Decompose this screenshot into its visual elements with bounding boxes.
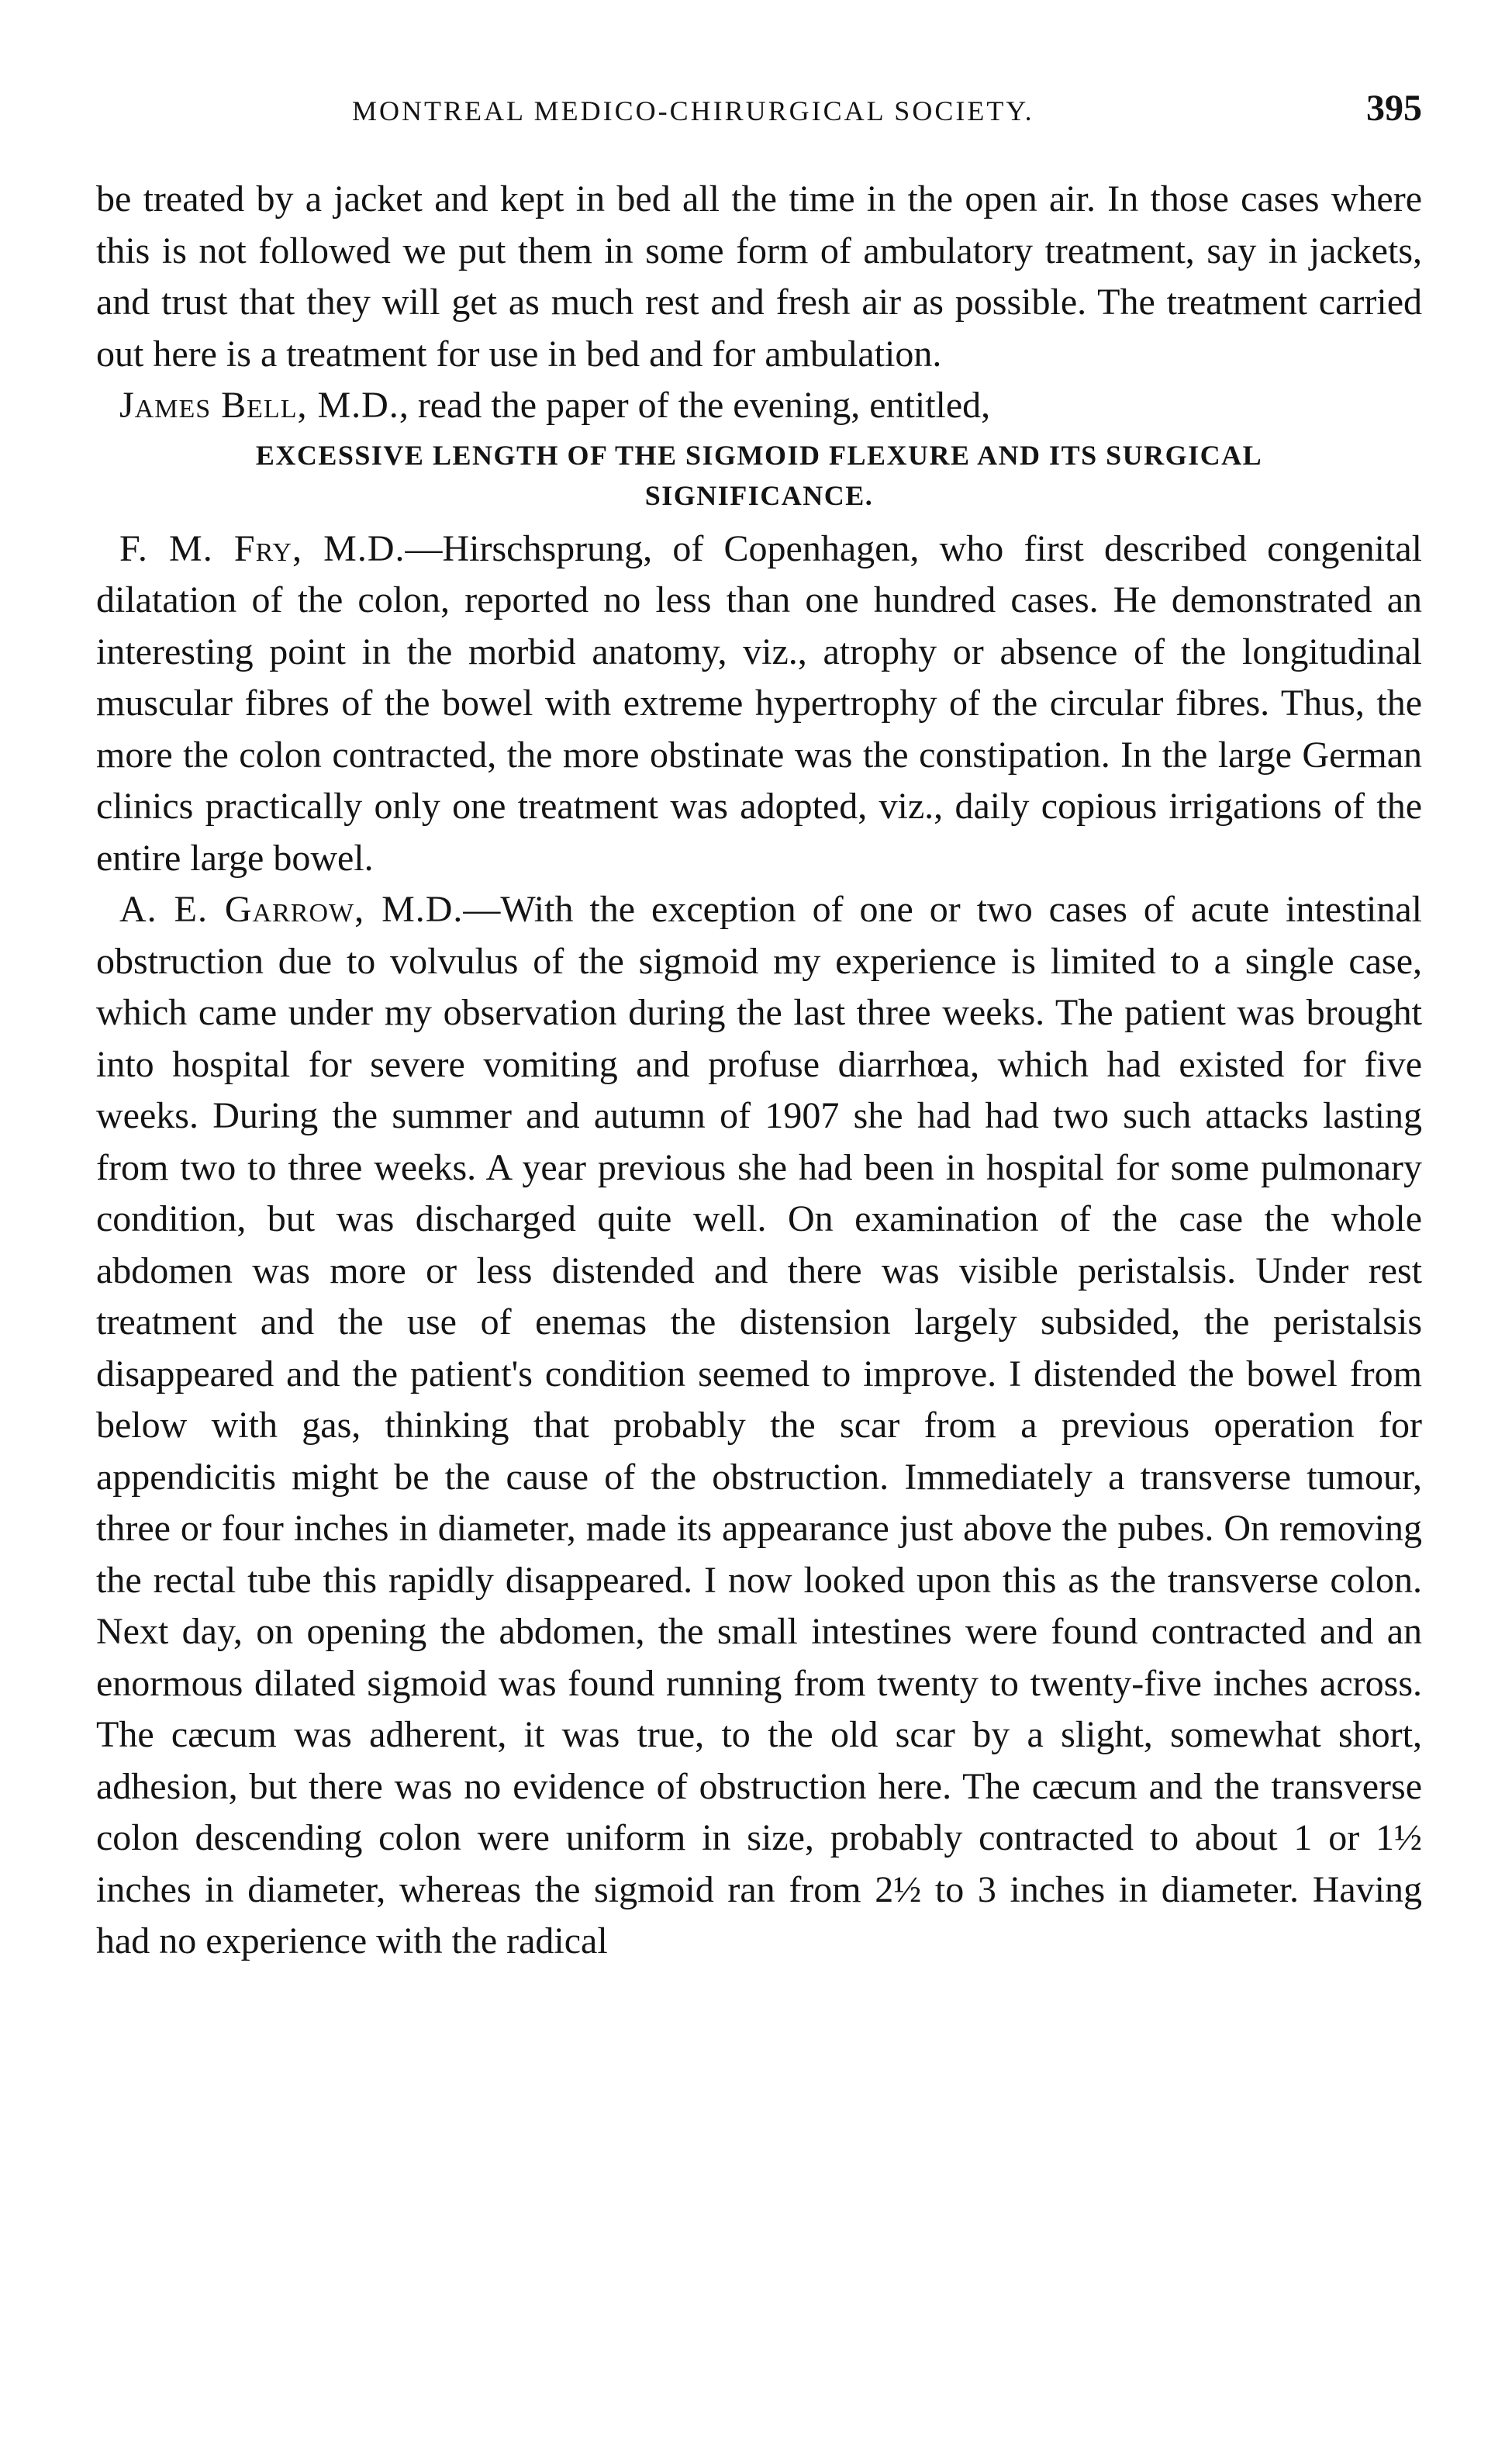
paragraph-text: , read the paper of the evening, entitled,	[399, 385, 991, 426]
page-number: 395	[1366, 88, 1422, 129]
paragraph-discussion-fry	[96, 524, 1422, 885]
paragraph-text: —Hirschsprung, of Copenhagen, who first described congenital dilatation of the colon, reported no less than one hundred cases. He demonstrated an interesting point in the morbid anatomy, viz., atrophy or absence of the longitudinal muscular fibres of the bowel with extreme hypertrophy of the circular fibres. Thus, the more the colon contracted, the more obstinate was the constipation. In the large German clinics practically only one treatment was adopted, viz., daily copious irrigations of the entire large bowel.	[96, 527, 1422, 879]
paragraph-text: —With the exception of one or two cases of acute intestinal obstruction due to volvulus of the sigmoid my experience is limited to a single case, which came under my observation during the last three weeks. The patient was brought into hospital for severe vomiting and profuse diarrhœa, which had existed for five weeks. During the summer and autumn of 1907 she had had two such attacks lasting from two to three weeks. A year previous she had been in hospital for some pulmonary condition, but was discharged quite well. On examination of the case the whole abdomen was more or less distended and there was visible peristalsis. Under rest treatment and the use of enemas the distension largely subsided, the peristalsis disappeared and the patient's condition seemed to improve. I distended the bowel from below with gas, thinking that probably the scar from a previous operation for appendicitis might be the cause of the obstruction. Immediately a transverse tumour, three or four inches in diameter, made its appearance just above the pubes. On removing the rectal tube this rapidly disappeared. I now looked upon this as the transverse colon. Next day, on opening the abdomen, the small intestines were found contracted and an enormous dilated sigmoid was found running from twenty to twenty-five inches across. The cæcum was adherent, it was true, to the old scar by a slight, somewhat short, adhesion, but there was no evidence of obstruction here. The cæcum and the transverse colon descending colon were uniform in size, probably contracted to about 1 or 1½ inches in diameter, whereas the sigmoid ran from 2½ to 3 inches in diameter. Having had no experience with the radical	[96, 889, 1423, 1961]
paragraph-discussion-garrow	[96, 884, 1422, 1968]
body-text	[96, 174, 1422, 1968]
paragraph-paper-intro	[96, 380, 1422, 432]
running-title: MONTREAL MEDICO-CHIRURGICAL SOCIETY.	[352, 95, 1034, 126]
speaker-name: James Bell, M.D.	[119, 385, 399, 426]
paper-title-line-2: SIGNIFICANCE.	[644, 479, 874, 511]
paper-title-line-1: EXCESSIVE LENGTH OF THE SIGMOID FLEXURE AND ITS SURGICAL	[255, 439, 1263, 471]
speaker-name: A. E. Garrow, M.D.	[119, 889, 464, 930]
speaker-name: F. M. Fry, M.D.	[119, 527, 406, 569]
document-page	[96, 81, 1422, 1968]
paragraph-continuation: be treated by a jacket and kept in bed all the time in the open air. In those cases where this is not followed we put them in some form of ambulatory treatment, say in jackets, and trust that they will get as much rest and fresh air as possible. The treatment carried out here is a treatment for use in bed and for ambulation.	[96, 178, 1422, 375]
running-header	[96, 81, 1422, 143]
paper-title	[96, 435, 1422, 516]
